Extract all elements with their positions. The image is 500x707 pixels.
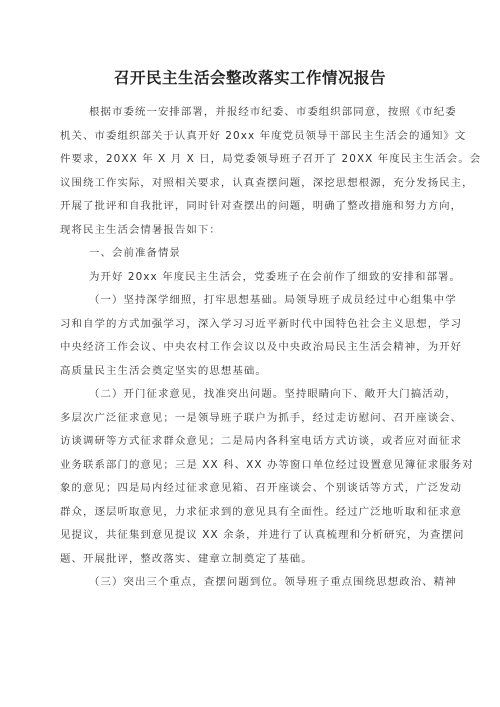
paragraph-line: 群众，逐层听取意见，力求征求到的意见具有全面性。经过广泛地听取和征求意 <box>60 505 463 518</box>
paragraph-line: 中央经济工作会议、中央农村工作会议以及中央政治局民主生活会精神，为开好 <box>60 341 463 353</box>
document-body <box>60 101 482 595</box>
document-title: 召开民主生活会整改落实工作情况报告 <box>113 69 386 87</box>
paragraph-line: 业务联系部门的意见；三是 XX 科、XX 办等窗口单位经过设置意见簿征求服务对 <box>60 458 474 471</box>
paragraph-line: 根据市委统一安排部署，并报经市纪委、市委组织部同意，按照《市纪委 <box>89 106 457 118</box>
paragraph-line: 现将民主生活会情暑报告如下： <box>60 223 221 236</box>
paragraph-line: 议围绕工作实际，对照相关要求，认真查摆问题，深挖思想根源，充分发扬民主， <box>60 176 474 189</box>
paragraph-line: 见提议，共征集到意见提议 XX 余条，并进行了认真梳理和分析研究，为查摆问 <box>60 529 465 541</box>
paragraph-line: 件要求，20XX 年 X 月 X 日，局党委领导班子召开了 20XX 年度民主生活会。会 <box>60 153 482 165</box>
subsection-line: （三）突出三个重点，查摆问题到位。领导班子重点围绕思想政治、精神 <box>89 576 457 588</box>
paragraph-line: 多层次广泛征求意见；一是领导班子联户为抓手，经过走访慰问、召开座谈会、 <box>60 411 463 424</box>
paragraph-line: 习和自学的方式加强学习，深入学习习近平新时代中国特色社会主义思想，学习 <box>60 317 463 330</box>
paragraph-line: 访谈调研等方式征求群众意见；二是局内各科室电话方式访谈，或者应对面征求 <box>60 435 463 447</box>
paragraph-line: 题、开展批评，整改落实、建章立制奠定了基础。 <box>60 552 313 565</box>
paragraph-line: 机关、市委组织部关于认真开好 20xx 年度党员领导干部民主生活会的通知》文 <box>60 129 467 142</box>
section-heading: 一、会前准备情景 <box>89 247 181 259</box>
paragraph-line: 开展了批评和自我批评，同时针对查摆出的问题，明确了整改措施和努力方向， <box>60 200 463 212</box>
paragraph-line: 为开好 20xx 年度民主生活会，党委班子在会前作了细致的安排和部署。 <box>89 270 461 283</box>
subsection-line: （二）开门征求意见，找准突出问题。坚持眼睛向下、敞开大门搞活动， <box>89 388 457 400</box>
paragraph-line: 象的意见；四是局内经过征求意见箱、召开座谈会、个别谈话等方式，广泛发动 <box>60 482 463 494</box>
paragraph-line: 高质量民主生活会奠定坚实的思想基础。 <box>60 364 267 377</box>
subsection-line: （一）坚持深学细照，打牢思想基础。局领导班子成员经过中心组集中学 <box>89 294 457 306</box>
